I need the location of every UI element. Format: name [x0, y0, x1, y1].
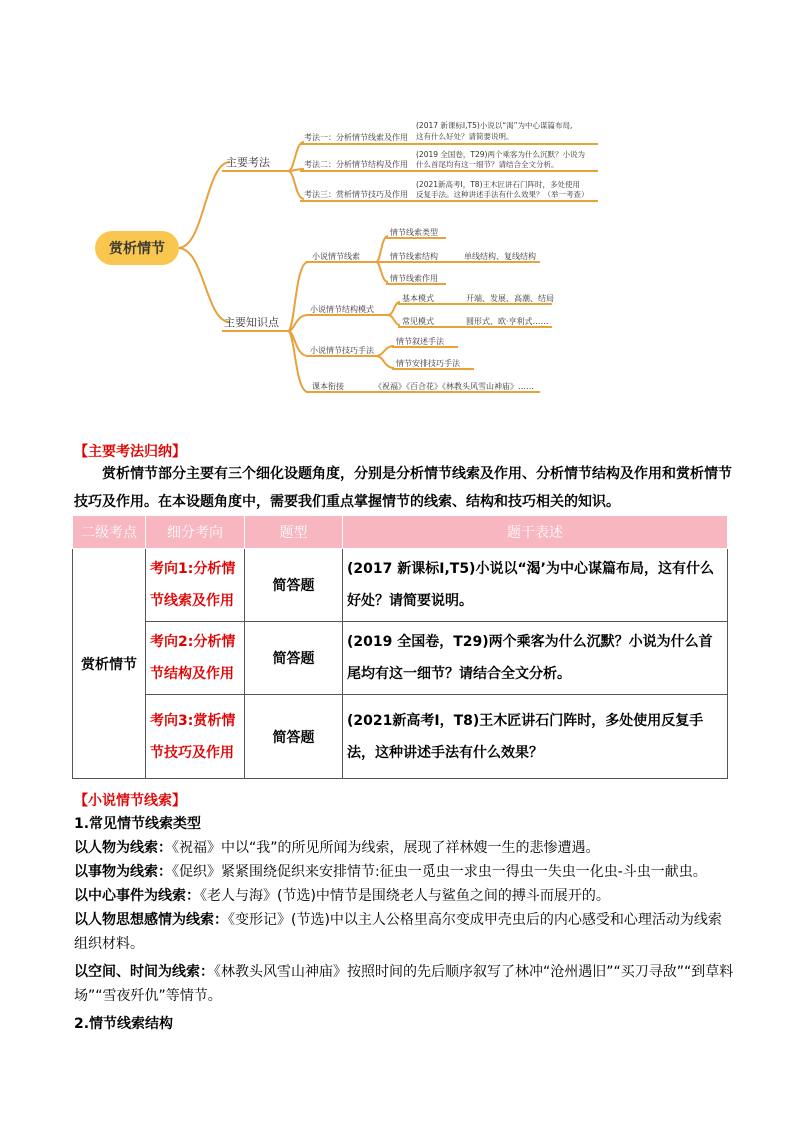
- mm-kaofa-note: 这有什么好处？请简要说明。: [416, 132, 514, 141]
- mm-leaf-extra: 单线结构、复线结构: [464, 252, 536, 261]
- mm-kaofa-label: 考法三：赏析情节技巧及作用: [304, 190, 408, 199]
- item-label: 以空间、时间为线索：: [74, 964, 214, 980]
- mm-zhishi-label: 课本衔接: [312, 382, 344, 391]
- direction-cell: 考向2:分析情节结构及作用: [146, 622, 245, 695]
- mm-kaofa-label: 考法一：分析情节线索及作用: [304, 133, 408, 142]
- mm-zhishi-label: 小说情节结构模式: [310, 305, 374, 314]
- mm-leaf-extra: 开端、发展、高潮、结局: [466, 294, 554, 303]
- direction-cell: 考向3:赏析情节技巧及作用: [146, 695, 245, 779]
- mm-connector: [388, 315, 400, 325]
- mm-kaofa-note: 什么首尾均有这一细节？请结合全文分析。: [416, 160, 559, 169]
- mm-connector: [288, 331, 308, 392]
- item-label: 以事物为线索：: [74, 864, 172, 880]
- mm-zhishi-label: 小说情节技巧手法: [310, 346, 374, 355]
- mm-connector: [288, 171, 304, 199]
- item-text: 《林教头风雪山神庙》按照时间的先后顺序叙写了林冲“沧州遇旧”“买刀寻敌”“到草料场”“雪夜歼仇”等情节。: [74, 964, 734, 1004]
- section-paragraph: 赏析情节部分主要有三个细化设题角度，分别是分析情节线索及作用、分析情节结构及作用和赏析情节技巧及作用。在本设题角度中，需要我们重点掌握情节的线索、结构和技巧相关的知识。: [74, 466, 732, 510]
- mm-connector: [376, 356, 394, 368]
- mm-leaf: 情节线索作用: [390, 274, 438, 283]
- list-item: [74, 908, 734, 956]
- mm-leaf: 情节线索类型: [390, 228, 438, 237]
- item-text: 《祝福》中以“我”的所见所闻为线索，展现了祥林嫂一生的悲惨遭遇。: [172, 840, 600, 856]
- mm-zhishi-label: 小说情节线索: [312, 252, 360, 261]
- mm-leaf: 情节线索结构: [390, 252, 438, 261]
- item-label: 以人物为线索：: [74, 840, 172, 856]
- mm-connector: [178, 162, 230, 248]
- exam-points-table: [72, 515, 728, 779]
- stem-cell: (2021新高考Ⅰ，T8)王木匠讲石门阵时，多处使用反复手法，这种讲述手法有什么效果？: [343, 695, 728, 779]
- mm-kaofa-note: (2017 新课标Ⅰ,T5)小说以“渴”为中心谋篇布局,: [416, 121, 573, 130]
- mind-map: [0, 0, 800, 410]
- stem-cell: (2017 新课标Ⅰ,T5)小说以“渴’为中心谋篇布局，这有什么好处？请简要说明。: [343, 549, 728, 622]
- direction-cell: 考向1:分析情节线索及作用: [146, 549, 245, 622]
- mm-connector: [376, 236, 388, 262]
- mm-kewen-extra: 《祝福》《百合花》《林教头风雪山神庙》……: [374, 382, 534, 391]
- subtitle-clue-structure: 2.情节线索结构: [74, 1016, 174, 1032]
- table-header: 题型: [245, 516, 343, 549]
- list-item: [74, 960, 734, 1008]
- list-item: [74, 860, 734, 884]
- item-label: 以人物思想感情为线索：: [74, 912, 228, 928]
- mm-branch-kaofa: 主要考法: [226, 156, 270, 169]
- table-header: 二级考点: [73, 516, 146, 549]
- mm-connector: [376, 262, 388, 282]
- section-title-clues: 【小说情节线索】: [74, 793, 186, 809]
- mm-leaf-extra: 圆形式、欧·亨利式……: [466, 317, 549, 326]
- table-row: [73, 622, 728, 695]
- mm-leaf: 常见模式: [402, 317, 434, 326]
- mm-leaf: 基本模式: [402, 294, 434, 303]
- item-text: 《老人与海》(节选)中情节是围绕老人与鲨鱼之间的搏斗而展开的。: [200, 888, 610, 904]
- mm-connector: [288, 142, 304, 171]
- item-text: 《变形记》(节选)中以主人公格里高尔变成甲壳虫后的内心感受和心理活动为线索组织材料。: [74, 912, 722, 952]
- stem-cell: (2019 全国卷，T29)两个乘客为什么沉默？小说为什么首尾均有这一细节？请结合全文分析。: [343, 622, 728, 695]
- item-text: 《促织》紧紧围绕促织来安排情节:征虫一觅虫一求虫一得虫一失虫一化虫-斗虫一献虫。: [172, 864, 707, 880]
- table-header: 题干表述: [343, 516, 728, 549]
- mm-kaofa-note: (2019 全国卷，T29)两个乘客为什么沉默？小说为: [416, 150, 585, 159]
- section-title-main-methods: 【主要考法归纳】: [74, 444, 186, 460]
- type-cell: 简答题: [245, 549, 343, 622]
- mm-kaofa-note: 反复手法。这种讲述手法有什么效果？（举一考查）: [416, 190, 589, 199]
- table-header-row: [73, 516, 728, 549]
- mm-kaofa-note: (2021新高考Ⅰ，T8)王木匠讲石门阵时，多处使用: [416, 180, 581, 189]
- mm-kaofa-label: 考法二：分析情节结构及作用: [304, 160, 408, 169]
- type-cell: 简答题: [245, 695, 343, 779]
- type-cell: 简答题: [245, 622, 343, 695]
- mm-connector: [376, 346, 394, 356]
- mm-leaf: 情节安排技巧手法: [396, 359, 460, 368]
- subtitle-clue-types: 1.常见情节线索类型: [74, 816, 202, 832]
- list-item: [74, 884, 734, 908]
- mm-connector: [178, 248, 230, 322]
- table-row: [73, 695, 728, 779]
- mm-leaf: 情节叙述手法: [396, 337, 444, 346]
- mm-root-label: 赏析情节: [109, 241, 165, 257]
- level2-cell: 赏析情节: [73, 549, 146, 779]
- table-row: [73, 549, 728, 622]
- list-item: [74, 836, 734, 860]
- table-header: 细分考向: [146, 516, 245, 549]
- item-label: 以中心事件为线索：: [74, 888, 200, 904]
- mm-branch-zhishi: 主要知识点: [224, 316, 279, 329]
